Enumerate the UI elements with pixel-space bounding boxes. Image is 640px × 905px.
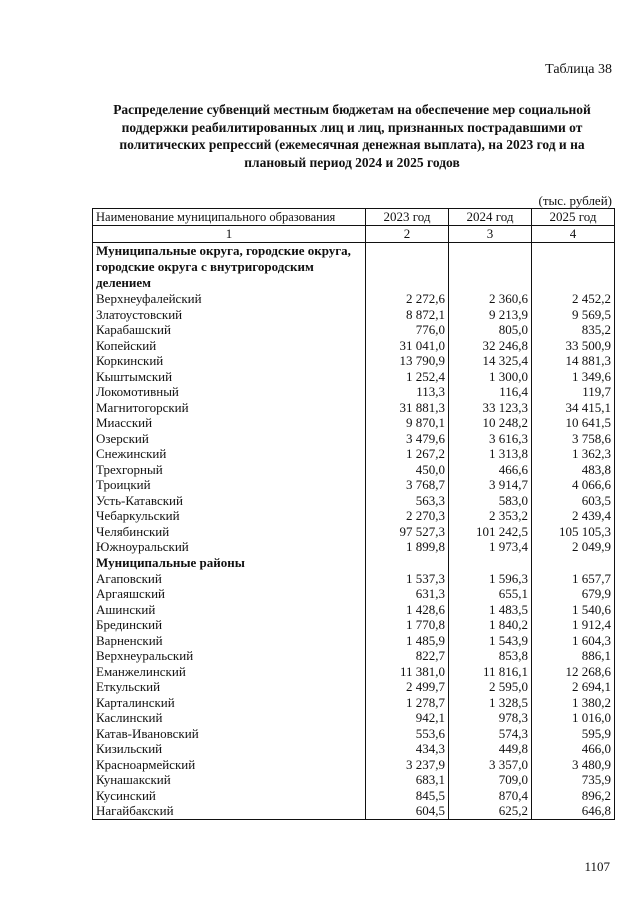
table-body: [93, 243, 615, 820]
value-2025: 10 641,5: [532, 415, 615, 431]
value-2023: 563,3: [366, 493, 449, 509]
value-2024: 1 596,3: [449, 571, 532, 587]
table-row: [93, 384, 615, 400]
municipality-name: Еткульский: [93, 679, 366, 695]
municipality-name: Коркинский: [93, 353, 366, 369]
value-2024: 14 325,4: [449, 353, 532, 369]
municipality-name: Карталинский: [93, 695, 366, 711]
value-2023: 9 870,1: [366, 415, 449, 431]
municipality-name: Златоустовский: [93, 307, 366, 323]
value-2024: 1 840,2: [449, 617, 532, 633]
section-row: [93, 555, 615, 571]
table-row: [93, 664, 615, 680]
value-2024: 853,8: [449, 648, 532, 664]
value-2023: 1 770,8: [366, 617, 449, 633]
value-2023: 8 872,1: [366, 307, 449, 323]
value-2025: 1 380,2: [532, 695, 615, 711]
value-2023: 822,7: [366, 648, 449, 664]
empty-cell: [449, 243, 532, 292]
value-2025: 1 362,3: [532, 446, 615, 462]
value-2023: 3 768,7: [366, 477, 449, 493]
value-2025: 2 049,9: [532, 539, 615, 555]
column-number-4: 4: [532, 226, 615, 243]
value-2025: 12 268,6: [532, 664, 615, 680]
table-row: [93, 322, 615, 338]
municipality-name: Челябинский: [93, 524, 366, 540]
municipality-name: Ашинский: [93, 602, 366, 618]
table-row: [93, 307, 615, 323]
table-row: [93, 462, 615, 478]
table-row: [93, 772, 615, 788]
value-2025: 1 604,3: [532, 633, 615, 649]
units-label: (тыс. рублей): [538, 193, 612, 208]
value-2023: 1 537,3: [366, 571, 449, 587]
value-2024: 33 123,3: [449, 400, 532, 416]
table-row: [93, 741, 615, 757]
column-number-1: 1: [93, 226, 366, 243]
value-2025: 9 569,5: [532, 307, 615, 323]
value-2023: 604,5: [366, 803, 449, 819]
table-row: [93, 586, 615, 602]
municipality-name: Верхнеуральский: [93, 648, 366, 664]
value-2025: 1 912,4: [532, 617, 615, 633]
value-2025: 2 439,4: [532, 508, 615, 524]
municipality-name: Варненский: [93, 633, 366, 649]
value-2024: 1 328,5: [449, 695, 532, 711]
value-2025: 735,9: [532, 772, 615, 788]
table-row: [93, 648, 615, 664]
value-2025: 603,5: [532, 493, 615, 509]
empty-cell: [366, 555, 449, 571]
table-row: [93, 633, 615, 649]
table-row: [93, 803, 615, 819]
value-2023: 553,6: [366, 726, 449, 742]
value-2023: 2 270,3: [366, 508, 449, 524]
section-row: [93, 243, 615, 292]
value-2024: 1 313,8: [449, 446, 532, 462]
value-2025: 105 105,3: [532, 524, 615, 540]
value-2024: 3 616,3: [449, 431, 532, 447]
value-2023: 1 485,9: [366, 633, 449, 649]
value-2023: 1 252,4: [366, 369, 449, 385]
municipality-name: Еманжелинский: [93, 664, 366, 680]
table-row: [93, 353, 615, 369]
value-2023: 1 267,2: [366, 446, 449, 462]
value-2023: 3 237,9: [366, 757, 449, 773]
empty-cell: [366, 243, 449, 292]
value-2023: 2 499,7: [366, 679, 449, 695]
value-2024: 2 353,2: [449, 508, 532, 524]
table-row: [93, 415, 615, 431]
table-row: [93, 539, 615, 555]
value-2023: 942,1: [366, 710, 449, 726]
value-2024: 1 483,5: [449, 602, 532, 618]
page-number: 1107: [584, 859, 610, 874]
column-header-2025: 2025 год: [532, 209, 615, 226]
value-2024: 32 246,8: [449, 338, 532, 354]
value-2025: 3 480,9: [532, 757, 615, 773]
value-2024: 3 357,0: [449, 757, 532, 773]
empty-cell: [532, 555, 615, 571]
municipality-name: Каслинский: [93, 710, 366, 726]
value-2024: 101 242,5: [449, 524, 532, 540]
value-2023: 631,3: [366, 586, 449, 602]
value-2023: 845,5: [366, 788, 449, 804]
empty-cell: [532, 243, 615, 292]
value-2023: 776,0: [366, 322, 449, 338]
municipality-name: Катав-Ивановский: [93, 726, 366, 742]
value-2025: 483,8: [532, 462, 615, 478]
subventions-table: [92, 208, 615, 820]
value-2024: 583,0: [449, 493, 532, 509]
value-2023: 31 881,3: [366, 400, 449, 416]
column-number-3: 3: [449, 226, 532, 243]
value-2023: 683,1: [366, 772, 449, 788]
table-row: [93, 679, 615, 695]
value-2025: 679,9: [532, 586, 615, 602]
table-row: [93, 508, 615, 524]
table-row: [93, 571, 615, 587]
value-2023: 2 272,6: [366, 291, 449, 307]
value-2025: 646,8: [532, 803, 615, 819]
column-number-2: 2: [366, 226, 449, 243]
table-row: [93, 726, 615, 742]
table-row: [93, 446, 615, 462]
table-row: [93, 757, 615, 773]
municipality-name: Миасский: [93, 415, 366, 431]
column-header-2024: 2024 год: [449, 209, 532, 226]
municipality-name: Локомотивный: [93, 384, 366, 400]
municipality-name: Карабашский: [93, 322, 366, 338]
municipality-name: Агаповский: [93, 571, 366, 587]
value-2023: 113,3: [366, 384, 449, 400]
column-header-2023: 2023 год: [366, 209, 449, 226]
municipality-name: Кунашакский: [93, 772, 366, 788]
value-2024: 2 360,6: [449, 291, 532, 307]
value-2025: 34 415,1: [532, 400, 615, 416]
municipality-name: Магнитогорский: [93, 400, 366, 416]
table-row: [93, 617, 615, 633]
value-2024: 9 213,9: [449, 307, 532, 323]
value-2025: 2 452,2: [532, 291, 615, 307]
table-row: [93, 477, 615, 493]
value-2025: 119,7: [532, 384, 615, 400]
value-2025: 896,2: [532, 788, 615, 804]
value-2025: 4 066,6: [532, 477, 615, 493]
municipality-name: Усть-Катавский: [93, 493, 366, 509]
value-2025: 835,2: [532, 322, 615, 338]
municipality-name: Снежинский: [93, 446, 366, 462]
empty-cell: [449, 555, 532, 571]
municipality-name: Копейский: [93, 338, 366, 354]
municipality-name: Южноуральский: [93, 539, 366, 555]
value-2023: 31 041,0: [366, 338, 449, 354]
municipality-name: Верхнеуфалейский: [93, 291, 366, 307]
value-2024: 116,4: [449, 384, 532, 400]
value-2024: 870,4: [449, 788, 532, 804]
table-row: [93, 431, 615, 447]
value-2023: 434,3: [366, 741, 449, 757]
value-2024: 1 973,4: [449, 539, 532, 555]
table-row: [93, 695, 615, 711]
value-2024: 574,3: [449, 726, 532, 742]
value-2025: 14 881,3: [532, 353, 615, 369]
value-2024: 3 914,7: [449, 477, 532, 493]
municipality-name: Брединский: [93, 617, 366, 633]
table-row: [93, 602, 615, 618]
document-title: Распределение субвенций местным бюджетам на обеспечение мер социальной поддержки реабилитированных лиц и лиц, признанных пострадавшими от политических репрессий (ежемесячная денежная выплата), на 2023 год и на плановый период 2024 и 2025 годов: [113, 102, 591, 170]
municipality-name: Кыштымский: [93, 369, 366, 385]
value-2023: 1 899,8: [366, 539, 449, 555]
table-header-row: [93, 209, 615, 226]
value-2025: 1 540,6: [532, 602, 615, 618]
column-number-row: [93, 226, 615, 243]
value-2023: 3 479,6: [366, 431, 449, 447]
value-2024: 449,8: [449, 741, 532, 757]
municipality-name: Кизильский: [93, 741, 366, 757]
table-row: [93, 291, 615, 307]
value-2024: 1 543,9: [449, 633, 532, 649]
value-2024: 625,2: [449, 803, 532, 819]
value-2023: 1 428,6: [366, 602, 449, 618]
municipality-name: Кусинский: [93, 788, 366, 804]
value-2025: 886,1: [532, 648, 615, 664]
value-2024: 1 300,0: [449, 369, 532, 385]
value-2024: 11 816,1: [449, 664, 532, 680]
value-2023: 450,0: [366, 462, 449, 478]
municipality-name: Нагайбакский: [93, 803, 366, 819]
municipality-name: Троицкий: [93, 477, 366, 493]
column-header-name: Наименование муниципального образования: [93, 209, 366, 226]
table-row: [93, 400, 615, 416]
municipality-name: Озерский: [93, 431, 366, 447]
table-row: [93, 710, 615, 726]
value-2025: 33 500,9: [532, 338, 615, 354]
value-2024: 466,6: [449, 462, 532, 478]
value-2025: 595,9: [532, 726, 615, 742]
municipality-name: Чебаркульский: [93, 508, 366, 524]
value-2025: 1 657,7: [532, 571, 615, 587]
section-heading: Муниципальные районы: [93, 555, 366, 571]
value-2023: 11 381,0: [366, 664, 449, 680]
municipality-name: Аргаяшский: [93, 586, 366, 602]
value-2025: 1 349,6: [532, 369, 615, 385]
value-2023: 97 527,3: [366, 524, 449, 540]
value-2025: 2 694,1: [532, 679, 615, 695]
section-heading: Муниципальные округа, городские округа, городские округа с внутригородским делением: [93, 243, 366, 292]
value-2025: 1 016,0: [532, 710, 615, 726]
value-2025: 3 758,6: [532, 431, 615, 447]
municipality-name: Красноармейский: [93, 757, 366, 773]
value-2025: 466,0: [532, 741, 615, 757]
value-2024: 10 248,2: [449, 415, 532, 431]
municipality-name: Трехгорный: [93, 462, 366, 478]
value-2024: 655,1: [449, 586, 532, 602]
value-2024: 709,0: [449, 772, 532, 788]
table-row: [93, 369, 615, 385]
table-row: [93, 524, 615, 540]
value-2023: 13 790,9: [366, 353, 449, 369]
table-number-label: Таблица 38: [545, 62, 612, 77]
table-row: [93, 338, 615, 354]
value-2024: 2 595,0: [449, 679, 532, 695]
value-2024: 978,3: [449, 710, 532, 726]
value-2024: 805,0: [449, 322, 532, 338]
table-row: [93, 788, 615, 804]
value-2023: 1 278,7: [366, 695, 449, 711]
table-row: [93, 493, 615, 509]
